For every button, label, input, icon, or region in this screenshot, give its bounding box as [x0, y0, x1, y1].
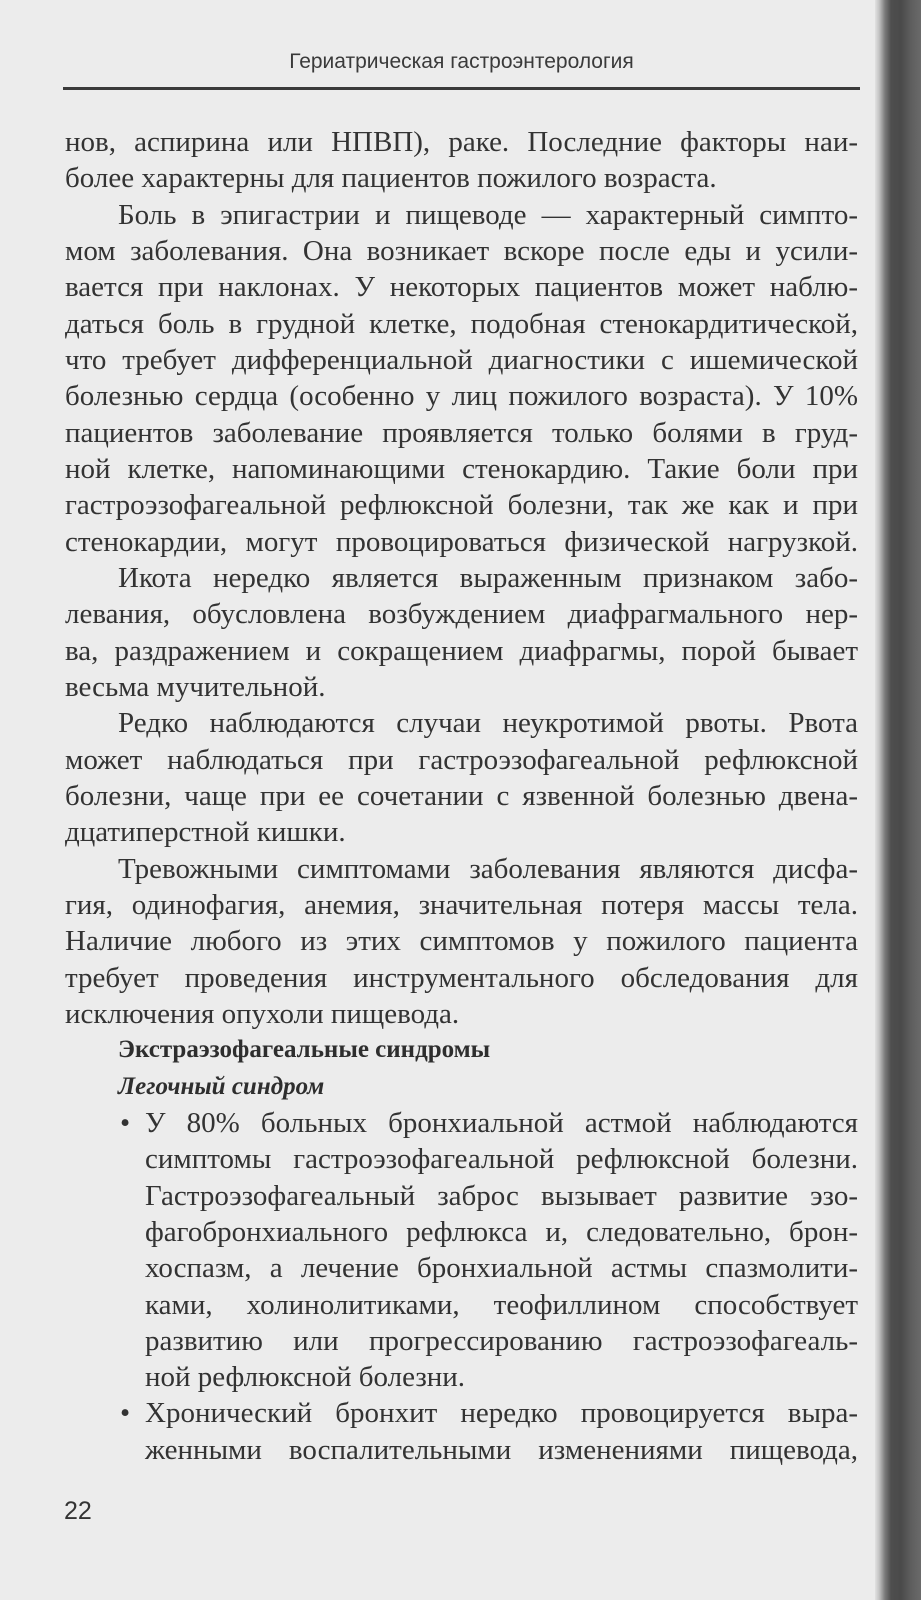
bullet-marker: •: [120, 1397, 131, 1430]
text-line: симптомы гастроэзофагеальной рефлюксной болезни.: [145, 1143, 858, 1176]
text-line: нов, аспирина или НПВП), раке. Последние факторы наи-: [65, 126, 858, 158]
paragraph: [65, 560, 858, 705]
paragraph: [65, 705, 858, 850]
text-line: гастроэзофагеальной рефлюксной болезни, так же как и при: [65, 489, 858, 522]
text-line: вается при наклонах. У некоторых пациентов может наблю-: [65, 271, 858, 304]
text-line: ва, раздражением и сокращением диафрагмы, порой бывает: [65, 634, 858, 667]
text-line: дцатиперстной кишки.: [65, 816, 346, 849]
section-heading: Экстраэзофагеальные синдромы: [118, 1036, 491, 1064]
text-line: что требует дифференциальной диагностики с ишемической: [65, 343, 858, 376]
text-line: Боль в эпигастрии и пищеводе — характерный симпто-: [118, 198, 858, 231]
text-line: Тревожными симптомами заболевания являются дисфа-: [118, 852, 858, 885]
text-line: Редко наблюдаются случаи неукротимой рвоты. Рвота: [118, 707, 858, 740]
text-line: развитию или прогрессированию гастроэзофагеаль-: [145, 1324, 858, 1357]
bullet-item: [65, 1395, 858, 1468]
text-line: может наблюдаться при гастроэзофагеальной рефлюксной: [65, 743, 858, 776]
text-line: болезни, чаще при ее сочетании с язвенной болезнью двена-: [65, 779, 858, 812]
text-line: ками, холинолитиками, теофиллином способствует: [145, 1288, 858, 1321]
bullet-marker: •: [120, 1106, 131, 1139]
running-title: Гериатрическая гастроэнтерология: [289, 50, 634, 73]
text-line: исключения опухоли пищевода.: [65, 997, 460, 1030]
text-line: хоспазм, а лечение бронхиальной астмы спазмолити-: [145, 1252, 858, 1285]
bullet-item: [65, 1105, 858, 1396]
header-rule: [63, 87, 860, 90]
text-line: Гастроэзофагеальный заброс вызывает развитие эзо-: [145, 1179, 858, 1212]
text-line: даться боль в грудной клетке, подобная стенокардитической,: [65, 307, 858, 340]
paragraph: [65, 851, 858, 1033]
text-line: гия, одинофагия, анемия, значительная потеря массы тела.: [65, 888, 858, 921]
text-line: Наличие любого из этих симптомов у пожилого пациента: [65, 925, 858, 958]
text-line: У 80% больных бронхиальной астмой наблюдаются: [145, 1106, 858, 1139]
paragraph: [65, 124, 858, 197]
page-number: 22: [64, 1497, 92, 1525]
subsection-heading: Легочный синдром: [118, 1072, 325, 1100]
text-line: требует проведения инструментального обследования для: [65, 961, 858, 994]
page-edge-shadow: [875, 0, 921, 1600]
text-line: пациентов заболевание проявляется только болями в груд-: [65, 416, 858, 449]
text-line: весьма мучительной.: [65, 670, 326, 703]
text-line: мом заболевания. Она возникает вскоре после еды и усили-: [65, 234, 858, 267]
page-body: [65, 124, 858, 1468]
text-line: болезнью сердца (особенно у лиц пожилого возраста). У 10%: [65, 380, 858, 413]
text-line: Икота нередко является выраженным признаком забо-: [118, 561, 858, 594]
text-line: фагобронхиального рефлюкса и, следовательно, брон-: [145, 1215, 858, 1248]
text-line: стенокардии, могут провоцироваться физической нагрузкой.: [65, 525, 858, 558]
text-line: более характерны для пациентов пожилого возраста.: [65, 162, 717, 195]
text-line: левания, обусловлена возбуждением диафрагмального нер-: [65, 598, 858, 631]
text-line: ной клетке, напоминающими стенокардию. Такие боли при: [65, 452, 858, 485]
text-line: женными воспалительными изменениями пищевода,: [145, 1433, 858, 1466]
text-line: ной рефлюксной болезни.: [145, 1361, 466, 1394]
text-line: Хронический бронхит нередко провоцируется выра-: [145, 1397, 858, 1430]
paragraph: [65, 197, 858, 560]
